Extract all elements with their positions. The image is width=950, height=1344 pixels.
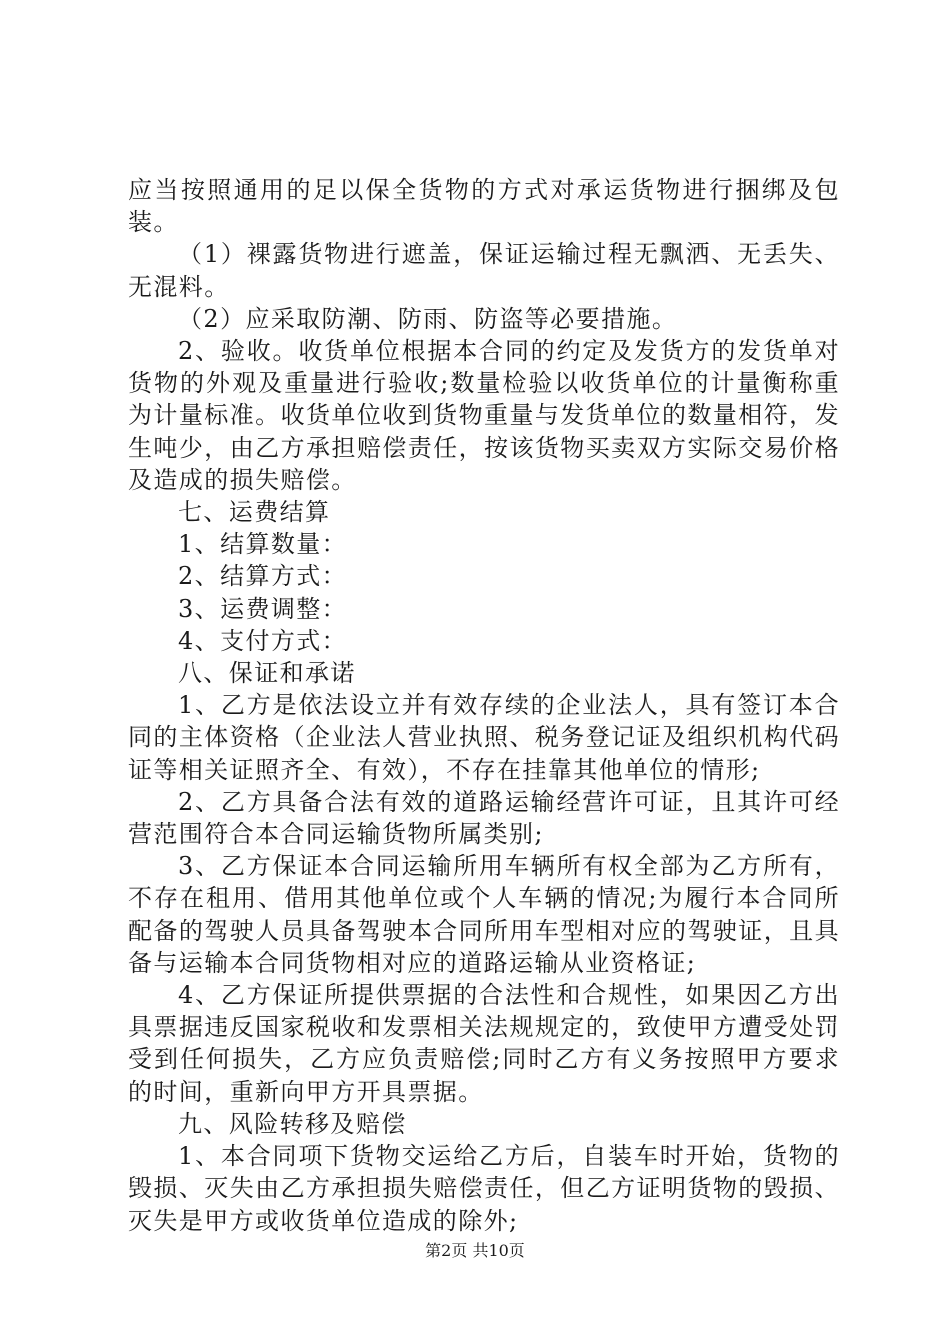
paragraph-settlement-quantity: 1、结算数量： (178, 530, 348, 559)
paragraph-packing-continuation: 应当按照通用的足以保全货物的方式对承运货物进行捆绑及包装。 (128, 176, 840, 237)
paragraph-freight-adjustment: 3、运费调整： (178, 594, 348, 623)
paragraph-damage-liability: 1、本合同项下货物交运给乙方后，自装车时开始，货物的毁损、灭失由乙方承担损失赔偿责任，但乙方证明货物的毁损、灭失是甲方或收货单位造成的除外; (128, 1142, 840, 1235)
paragraph-settlement-method: 2、结算方式： (178, 562, 348, 591)
paragraph-acceptance: 2、验收。收货单位根据本合同的约定及发货方的发货单对货物的外观及重量进行验收;数量检验以收货单位的计量衡称重为计量标准。收货单位收到货物重量与发货单位的数量相符，发生吨少，由乙方承担赔偿责任，按该货物买卖双方实际交易价格及造成的损失赔偿。 (128, 337, 840, 494)
paragraph-legal-entity: 1、乙方是依法设立并有效存续的企业法人，具有签订本合同的主体资格（企业法人营业执照、税务登记证及组织机构代码证等相关证照齐全、有效），不存在挂靠其他单位的情形; (128, 691, 840, 784)
paragraph-invoice-compliance: 4、乙方保证所提供票据的合法性和合规性，如果因乙方出具票据违反国家税收和发票相关法规规定的，致使甲方遭受处罚受到任何损失，乙方应负责赔偿;同时乙方有义务按照甲方要求的时间，重新向甲方开具票据。 (128, 981, 840, 1106)
paragraph-transport-license: 2、乙方具备合法有效的道路运输经营许可证，且其许可经营范围符合本合同运输货物所属类别; (128, 787, 840, 849)
section-heading-freight-settlement: 七、运费结算 (178, 498, 331, 527)
section-heading-risk-transfer: 九、风险转移及赔偿 (178, 1109, 407, 1138)
section-heading-guarantees: 八、保证和承诺 (178, 659, 356, 688)
paragraph-protection-measures: （2）应采取防潮、防雨、防盗等必要措施。 (178, 304, 678, 333)
document-body (128, 174, 840, 1237)
paragraph-payment-method: 4、支付方式： (178, 626, 348, 655)
paragraph-cover-goods: （1）裸露货物进行遮盖，保证运输过程无飘洒、无丢失、无混料。 (128, 240, 840, 301)
page-number-footer: 第2页 共10页 (425, 1241, 525, 1260)
paragraph-vehicle-ownership: 3、乙方保证本合同运输所用车辆所有权全部为乙方所有，不存在租用、借用其他单位或个人车辆的情况;为履行本合同所配备的驾驶人员具备驾驶本合同所用车型相对应的驾驶证，且具备与运输本合同货物相对应的道路运输从业资格证; (128, 852, 840, 977)
